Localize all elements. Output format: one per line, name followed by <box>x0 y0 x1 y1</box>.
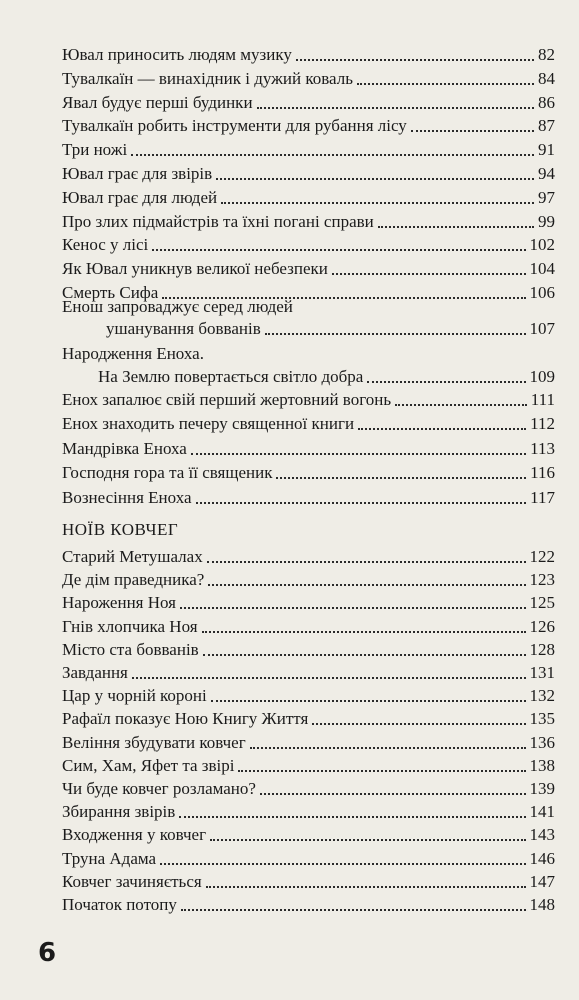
toc-entry <box>62 848 555 870</box>
toc-entry <box>62 546 555 568</box>
toc-page-number: 106 <box>529 283 555 302</box>
toc-entry-title: ушанування бовванів <box>106 319 261 338</box>
toc-entry-title: Кенос у лісі <box>62 235 149 255</box>
toc-page-number: 128 <box>529 639 555 659</box>
toc-page-number: 99 <box>538 211 555 231</box>
toc-entry <box>62 366 555 388</box>
dot-leader <box>208 584 525 586</box>
dot-leader <box>180 607 525 609</box>
dot-leader <box>196 502 527 504</box>
toc-entry-title: На Землю повертається світло добра <box>98 367 364 386</box>
toc-entry-title: Веління збудувати ковчег <box>62 732 246 752</box>
toc-entry <box>62 871 555 893</box>
toc-entry <box>62 616 555 638</box>
toc-entry <box>62 258 555 280</box>
toc-entry-title: Тувалкаїн — винахідник і дужий коваль <box>62 68 353 88</box>
toc-entry <box>62 211 555 233</box>
dot-leader <box>411 130 534 132</box>
toc-entry <box>62 685 555 707</box>
toc-entry-title: Ювал приносить людям музику <box>62 45 292 64</box>
toc-entry <box>62 824 555 846</box>
toc-entry-title: Початок потопу <box>62 895 177 914</box>
toc-page-number: 94 <box>538 164 555 183</box>
toc-page-number: 91 <box>538 140 555 160</box>
toc-page-number: 138 <box>529 755 555 775</box>
toc-page-number: 136 <box>529 732 555 752</box>
toc-entry <box>62 438 555 460</box>
toc-page-number: 84 <box>538 68 555 88</box>
dot-leader <box>367 381 525 383</box>
toc-entry <box>62 389 555 411</box>
dot-leader <box>260 793 526 795</box>
dot-leader <box>202 631 526 633</box>
toc-entry-title: Смерть Сифа <box>62 283 159 302</box>
page-number: 6 <box>38 938 57 968</box>
toc-page-number: 102 <box>529 235 555 255</box>
toc-entry-title: Нароження Ноя <box>62 593 177 613</box>
toc-entry-title: Енох знаходить печеру священної книги <box>62 414 355 434</box>
toc-entry-title: Ювал грає для людей <box>62 187 218 207</box>
toc-page-number: 143 <box>529 825 555 845</box>
dot-leader <box>206 886 526 888</box>
dot-leader <box>250 747 526 749</box>
toc-entry-title: Три ножі <box>62 140 128 160</box>
dot-leader <box>378 226 534 228</box>
dot-leader <box>357 83 534 85</box>
toc-page-number: 116 <box>530 463 555 483</box>
dot-leader <box>181 909 526 911</box>
toc-entry <box>62 92 555 114</box>
toc-entry <box>62 234 555 256</box>
toc-entry <box>62 708 555 730</box>
section-heading: НОЇВ КОВЧЕГ <box>62 520 179 539</box>
toc-page-number: 148 <box>529 895 555 914</box>
toc-entry-title: Енош запроваджує серед людей <box>62 297 293 316</box>
toc-entry-title: Гнів хлопчика Ноя <box>62 616 198 636</box>
toc-entry <box>62 68 555 90</box>
toc-page-number: 125 <box>529 593 555 613</box>
toc-entry <box>62 462 555 484</box>
toc-page-number: 86 <box>538 92 555 112</box>
dot-leader <box>221 202 534 204</box>
toc-page-number: 126 <box>529 616 555 636</box>
dot-leader <box>238 770 525 772</box>
toc-entry-title: Енох запалює свій перший жертовний вогонь <box>62 390 392 409</box>
toc-entry <box>62 894 555 916</box>
toc-entry-title: Труна Адама <box>62 848 157 868</box>
toc-entry <box>62 569 555 591</box>
toc-page-number: 147 <box>529 871 555 891</box>
toc-entry <box>62 662 555 684</box>
toc-entry-title: Мандрівка Еноха <box>62 438 187 458</box>
toc-page-number: 97 <box>538 187 555 207</box>
toc-entry-title: Де дім праведника? <box>62 570 205 590</box>
dot-leader <box>210 839 525 841</box>
toc-page-number: 117 <box>530 487 555 507</box>
toc-page-number: 131 <box>529 663 555 682</box>
toc-entry <box>62 413 555 435</box>
toc-entry-title: Народження Еноха. <box>62 344 204 363</box>
toc-entry-title: Господня гора та її священик <box>62 463 273 483</box>
toc-entry-title: Старий Метушалах <box>62 547 203 566</box>
toc-page-number: 107 <box>529 319 555 338</box>
toc-entry <box>62 139 555 161</box>
toc-entry <box>62 44 555 66</box>
toc-entry <box>62 163 555 185</box>
toc-entry-title: Як Ювал уникнув великої небезпеки <box>62 259 328 279</box>
toc-page-number: 87 <box>538 116 555 136</box>
toc-entry-title: Явал будує перші будинки <box>62 92 253 112</box>
toc-page-number: 111 <box>530 390 555 409</box>
toc-entry-title: Сим, Хам, Яфет та звірі <box>62 755 235 775</box>
toc-page-number: 112 <box>530 414 555 434</box>
toc-entry-title: Про злих підмайстрів та їхні погані справи <box>62 211 374 231</box>
toc-page-number: 123 <box>529 570 555 590</box>
dot-leader <box>296 59 534 61</box>
toc-entry-title: Завдання <box>62 663 128 682</box>
toc-entry <box>62 732 555 754</box>
toc-entry-title: Чи буде ковчег розламано? <box>62 779 256 798</box>
toc-entry-title: Ювал грає для звірів <box>62 164 213 183</box>
dot-leader <box>211 700 526 702</box>
dot-leader <box>395 404 527 406</box>
dot-leader <box>265 333 526 335</box>
toc-page-number: 139 <box>529 779 555 798</box>
dot-leader <box>132 677 526 679</box>
dot-leader <box>191 453 526 455</box>
toc-entry <box>62 318 555 340</box>
dot-leader <box>203 654 526 656</box>
toc-entry <box>62 778 555 800</box>
toc-entry-title: Входження у ковчег <box>62 825 207 845</box>
toc-entry <box>62 801 555 823</box>
toc-entry <box>62 639 555 661</box>
toc-entry-title: Вознесіння Еноха <box>62 487 192 507</box>
dot-leader <box>276 477 526 479</box>
toc-page-number: 141 <box>529 802 555 822</box>
dot-leader <box>312 723 525 725</box>
toc-page-number: 132 <box>529 686 555 706</box>
toc-page-number: 113 <box>530 438 555 458</box>
dot-leader <box>332 273 526 275</box>
toc-entry <box>62 187 555 209</box>
dot-leader <box>216 178 534 180</box>
toc-page-number: 135 <box>529 709 555 729</box>
toc-page-number: 82 <box>538 45 555 64</box>
dot-leader <box>160 863 525 865</box>
toc-entry <box>62 755 555 777</box>
toc-entry <box>62 115 555 137</box>
toc-entry <box>62 592 555 614</box>
toc-page-number: 146 <box>529 848 555 868</box>
toc-entry <box>62 487 555 509</box>
toc-entry-title: Рафаїл показує Ною Книгу Життя <box>62 709 309 729</box>
toc-entry-title: Тувалкаїн робить інструменти для рубання лісу <box>62 116 407 136</box>
toc-entry-title: Ковчег зачиняється <box>62 871 202 891</box>
toc-page-number: 104 <box>529 259 555 279</box>
toc-entry-title: Цар у чорній короні <box>62 686 207 706</box>
dot-leader <box>257 107 534 109</box>
toc-page-number: 122 <box>529 547 555 566</box>
toc-entry-title: Збирання звірів <box>62 802 176 822</box>
dot-leader <box>358 428 526 430</box>
dot-leader <box>179 816 525 818</box>
toc-entry-title: Місто ста бовванів <box>62 639 199 659</box>
dot-leader <box>152 249 525 251</box>
dot-leader <box>207 561 526 563</box>
toc-page-number: 109 <box>529 367 555 386</box>
dot-leader <box>131 154 534 156</box>
